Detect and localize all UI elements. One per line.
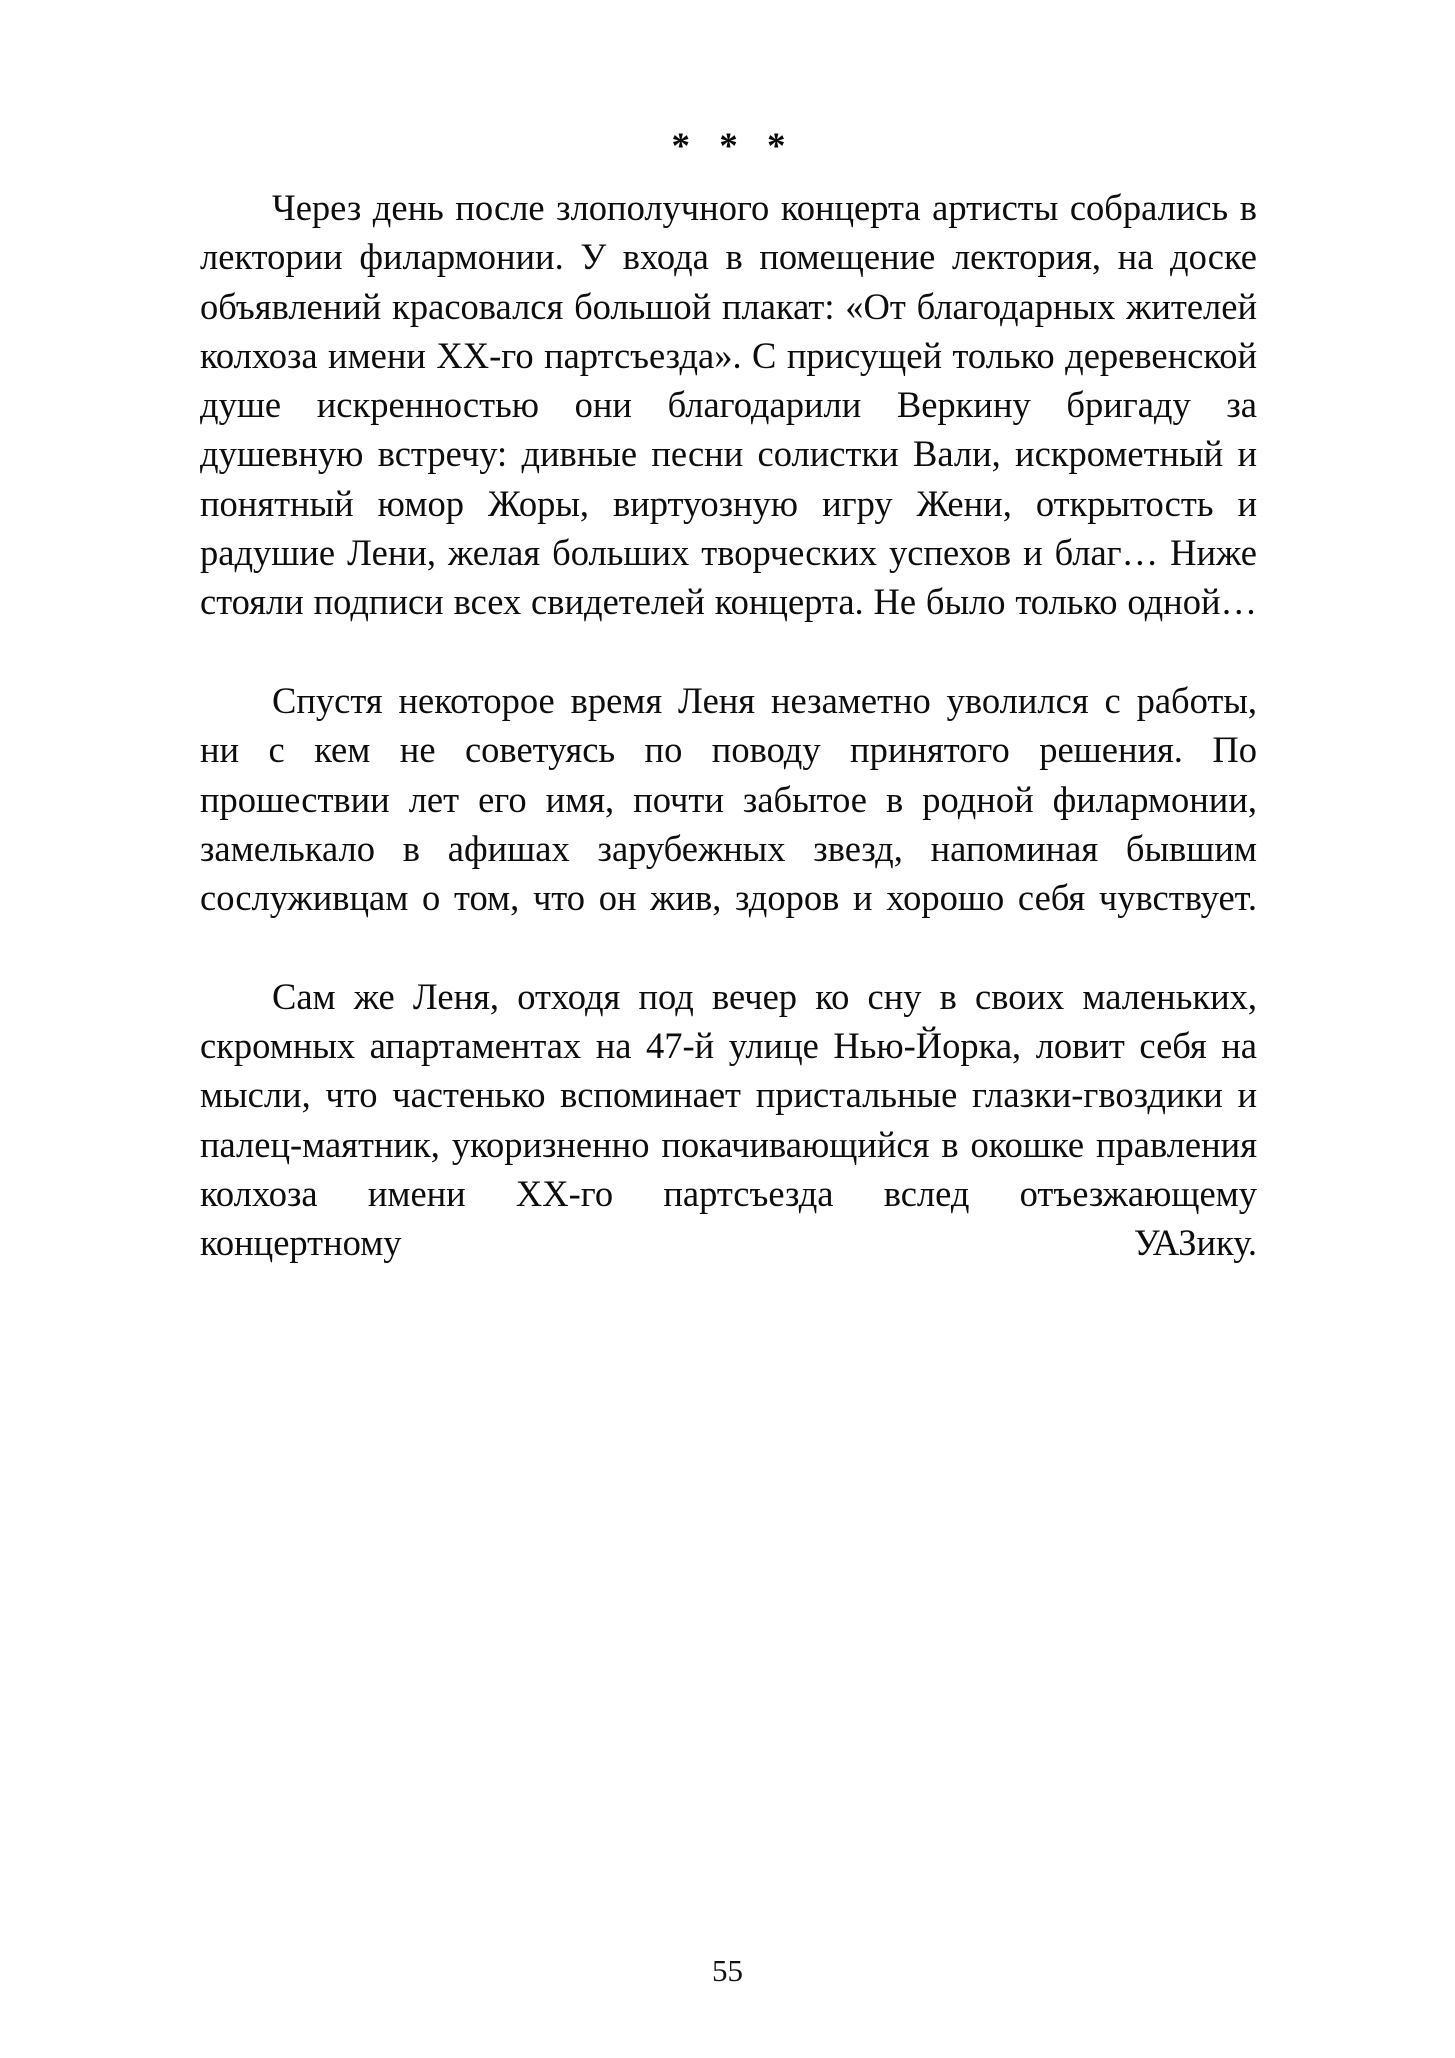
body-paragraph: Спустя некоторое время Леня незаметно уволился с работы, ни с кем не советуясь по поводу принятого решения. По прошествии лет его имя, почти забытое в родной филармонии, замелькало в афишах зарубежных звезд, напоминая бывшим сослуживцам о том, что он жив, здоров и хорошо себя чувствует.: [200, 679, 1257, 919]
body-paragraph: Сам же Леня, отходя под вечер ко сну в своих маленьких, скромных апартаментах на 47-й улице Нью-Йорка, ловит себя на мысли, что частенько вспоминает пристальные глазки-гвоздики и палец-маятник, укоризненно покачивающийся в окошке правления колхоза имени ХХ-го партсъезда вслед отъезжающему концертному УАЗику.: [200, 975, 1257, 1264]
body-paragraph: Через день после злополучного концерта артисты собрались в лектории филармонии. У входа в помещение лектория, на доске объявлений красовался большой плакат: «От благодарных жителей колхоза имени ХХ-го партсъезда». С присущей только деревенской душе искренностью они благодарили Веркину бригаду за душевную встречу: дивные песни солистки Вали, искрометный и понятный юмор Жоры, виртуозную игру Жени, открытость и радушие Лени, желая больших творческих успехов и благ… Ниже стояли подписи всех свидетелей концерта. Не было только одной…: [200, 187, 1257, 623]
page-number: 55: [712, 1953, 743, 1988]
section-divider-asterisks: * * *: [671, 126, 796, 167]
page-text-block: [200, 128, 1257, 1317]
